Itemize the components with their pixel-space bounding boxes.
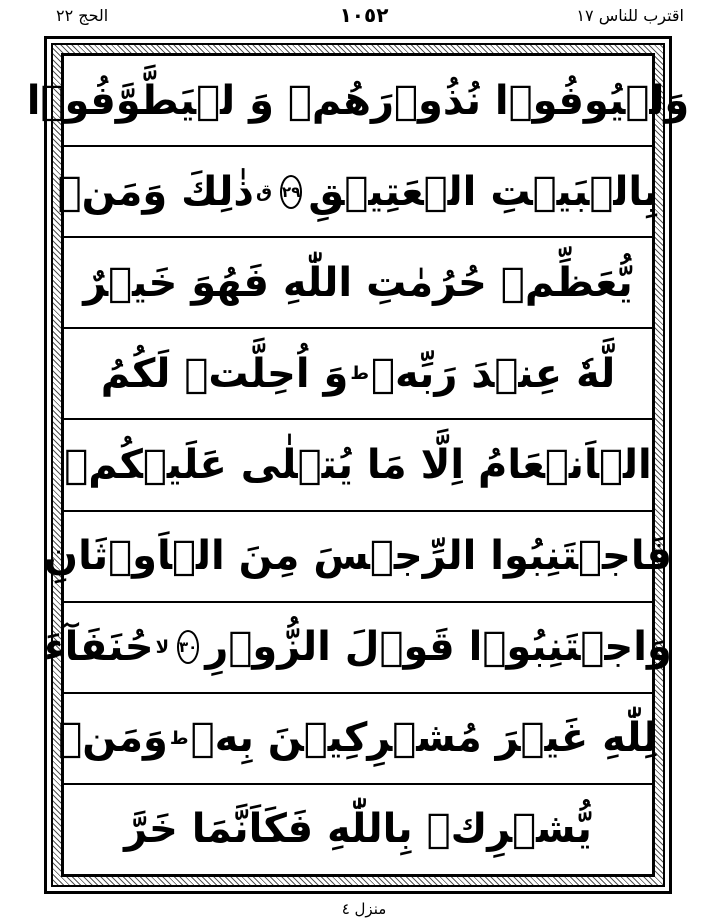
waqf-mark: لا xyxy=(155,636,169,658)
verse-line: فَاجۡتَنِبُوا الرِّجۡسَ مِنَ الۡاَوۡثَانِ xyxy=(64,512,652,603)
verse-line: بِالۡبَيۡتِ الۡعَتِيۡقِ ٢٩ ق ذٰلِكَ وَمَنۡ xyxy=(64,147,652,238)
verse-line: يُّشۡرِكۡ بِاللّٰهِ فَكَاَنَّمَا خَرَّ xyxy=(124,806,592,853)
verse-line: لِلّٰهِ غَيۡرَ مُشۡرِكِيۡنَ بِهٖ ط وَمَنۡ xyxy=(64,694,652,785)
waqf-mark: ط xyxy=(350,363,370,385)
waqf-mark: ط xyxy=(169,727,189,749)
verse-line: يُّعَظِّمۡ حُرُمٰتِ اللّٰهِ فَهُوَ خَيۡرٌ xyxy=(64,238,652,329)
waqf-mark: ق xyxy=(255,181,273,203)
text-panel xyxy=(26,53,690,877)
page-frame xyxy=(26,36,690,894)
ayah-number-marker: ٣٠ xyxy=(177,630,199,664)
page-number: ١٠٥٢ xyxy=(339,3,389,27)
verse-line: الۡاَنۡعَامُ اِلَّا مَا يُتۡلٰى عَلَيۡكُمۡ xyxy=(64,420,652,511)
verse-line: لَّهٗ عِنۡدَ رَبِّهٖ ط وَ اُحِلَّتۡ لَكُمُ xyxy=(64,329,652,420)
header-juz-label: اقترب للناس ١٧ xyxy=(576,6,684,25)
verse-line: وَاجۡتَنِبُوۡا قَوۡلَ الزُّوۡرِ ٣٠ لا حُنَفَآءَ xyxy=(64,603,652,694)
ayah-number-marker: ٢٩ xyxy=(280,175,302,209)
header-surah-label: الحج ٢٢ xyxy=(56,6,109,25)
verse-line: وَلۡيُوفُوۡا نُذُوۡرَهُمۡ وَ لۡيَطَّوَّفُوۡا xyxy=(64,56,652,147)
manzil-footer: منزل ٤ xyxy=(341,900,387,918)
